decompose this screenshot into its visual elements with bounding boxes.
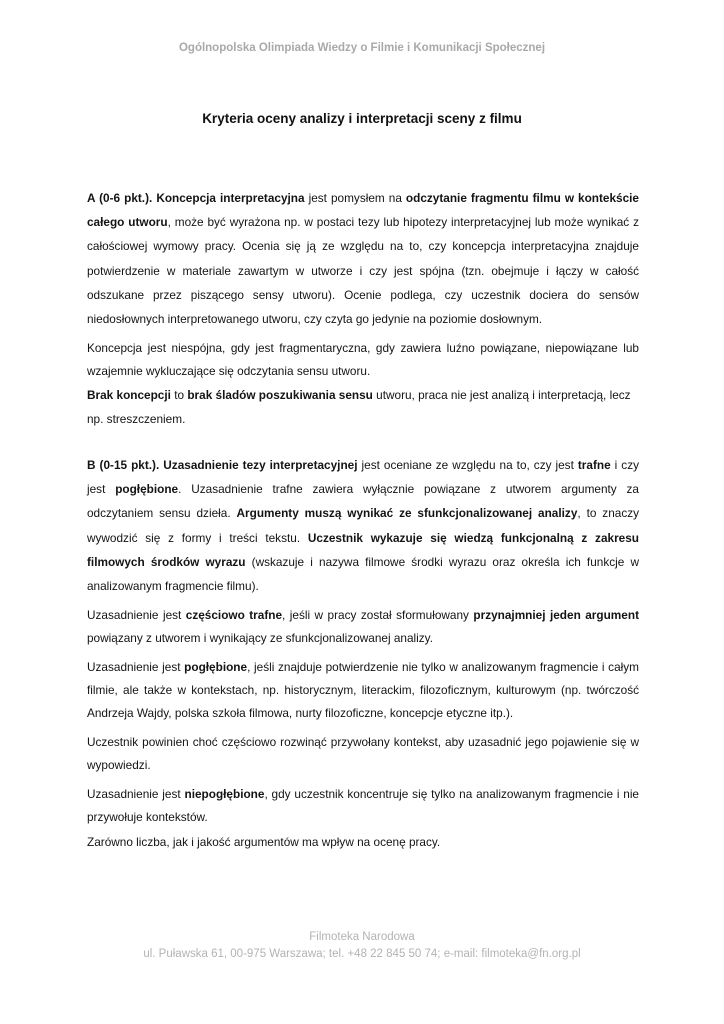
- footer-address: ul. Puławska 61, 00-975 Warszawa; tel. +48 22 845 50 74; e-mail: filmoteka@fn.org.pl: [143, 948, 581, 960]
- section-a-paragraph-3: [87, 383, 639, 431]
- section-b-paragraph-3: [87, 656, 639, 725]
- body-text: , to znaczy wywodzić się z formy i treści tekstu.: [87, 506, 640, 545]
- document-title: Kryteria oceny analizy i interpretacji sceny z filmu: [202, 111, 522, 126]
- body-text: powiązany z utworem i wynikający ze sfunkcjonalizowanej analizy.: [87, 631, 433, 646]
- page-footer: [0, 929, 724, 963]
- emphasis-text: pogłębione: [184, 660, 248, 675]
- body-text: , jeśli znajduje potwierdzenie nie tylko w analizowanym fragmencie i całym filmie, ale także w kontekstach, np. historycznym, literackim, filozoficznym, kulturowym (np. twórczość Andrzeja Wajdy, polska szkoła filmowa, nurty filozoficzne, koncepcje etyczne itp.).: [87, 660, 639, 721]
- body-text: Koncepcja jest niespójna, gdy jest fragmentaryczna, gdy zawiera luźno powiązane, niepowiązane lub wzajemnie wykluczające się odczytania sensu utworu.: [87, 341, 639, 379]
- body-text: Uczestnik powinien choć częściowo rozwinąć przywołany kontekst, aby uzasadnić jego pojawienie się w wypowiedzi.: [87, 735, 639, 773]
- emphasis-text: Argumenty muszą wynikać ze sfunkcjonalizowanej analizy: [236, 506, 578, 521]
- body-text: i czy jest: [87, 458, 639, 497]
- emphasis-text: Uczestnik wykazuje się wiedzą funkcjonalną z zakresu filmowych środków wyrazu: [87, 530, 639, 569]
- body-text: (wskazuje i nazywa filmowe środki wyrazu oraz określa ich funkcje w analizowanym fragmencie filmu).: [87, 554, 639, 594]
- emphasis-text: Uzasadnienie tezy interpretacyjnej: [163, 458, 358, 472]
- body-text: , może być wyrażona np. w postaci tezy lub hipotezy interpretacyjnej lub może wynikać z całościowej wymowy pracy. Ocenia się ją ze względu na to, czy koncepcja interpretacyjna znajduje potwierdzenie w materiale zawartym w utworze i czy jest spójna (tzn. obejmuje i łączy w całość odszukane przez piszącego sensy utworu). Ocenie podlega, czy uczestnik dociera do sensów niedosłownych interpretowanego utworu, czy czyta go jedynie na poziomie dosłownym.: [87, 215, 639, 327]
- section-b-paragraph-5: [87, 783, 639, 829]
- emphasis-text: trafne: [577, 458, 611, 472]
- section-a: [87, 186, 639, 432]
- emphasis-text: Brak koncepcji: [87, 388, 171, 403]
- page-header: Ogólnopolska Olimpiada Wiedzy o Filmie i Komunikacji Społecznej: [178, 42, 546, 54]
- body-text: to: [170, 388, 188, 403]
- body-text: , jeśli w pracy został sformułowany: [282, 608, 474, 623]
- section-b-paragraph-1: [87, 453, 639, 598]
- section-b-paragraph-2: [87, 604, 639, 650]
- emphasis-text: niepogłębione: [184, 787, 265, 802]
- emphasis-text: pogłębione: [115, 482, 179, 497]
- body-text: Zarówno liczba, jak i jakość argumentów ma wpływ na ocenę pracy.: [87, 835, 441, 850]
- body-text: jest pomysłem na: [304, 191, 406, 205]
- section-b-paragraph-6: [87, 831, 639, 854]
- body-text: jest oceniane ze względu na to, czy jest: [357, 458, 578, 472]
- body-text: Uzasadnienie jest: [87, 787, 185, 802]
- section-a-paragraph-1: [87, 186, 639, 331]
- section-a-paragraph-2: [87, 337, 639, 383]
- emphasis-text: brak śladów poszukiwania sensu: [187, 388, 373, 403]
- emphasis-text: częściowo trafne: [185, 608, 283, 623]
- body-text: Uzasadnienie jest: [87, 660, 185, 675]
- emphasis-text: odczytanie fragmentu filmu w kontekście całego utworu: [87, 191, 639, 230]
- body-text: Uzasadnienie jest: [87, 608, 186, 623]
- body-text: , gdy uczestnik koncentruje się tylko na analizowanym fragmencie i nie przywołuje kontekstów.: [87, 787, 639, 825]
- footer-org: Filmoteka Narodowa: [309, 931, 415, 943]
- emphasis-text: Koncepcja interpretacyjna: [156, 191, 305, 205]
- section-b-paragraph-4: [87, 731, 639, 777]
- emphasis-text: B (0-15 pkt.).: [87, 458, 164, 472]
- emphasis-text: przynajmniej jeden argument: [473, 608, 639, 623]
- section-b: [87, 453, 639, 854]
- emphasis-text: A (0-6 pkt.).: [87, 191, 157, 205]
- body-text: utworu, praca nie jest analizą i interpretacją, lecz np. streszczeniem.: [87, 388, 631, 427]
- body-text: . Uzasadnienie trafne zawiera wyłącznie powiązane z utworem argumenty za odczytaniem sensu dzieła.: [87, 482, 639, 521]
